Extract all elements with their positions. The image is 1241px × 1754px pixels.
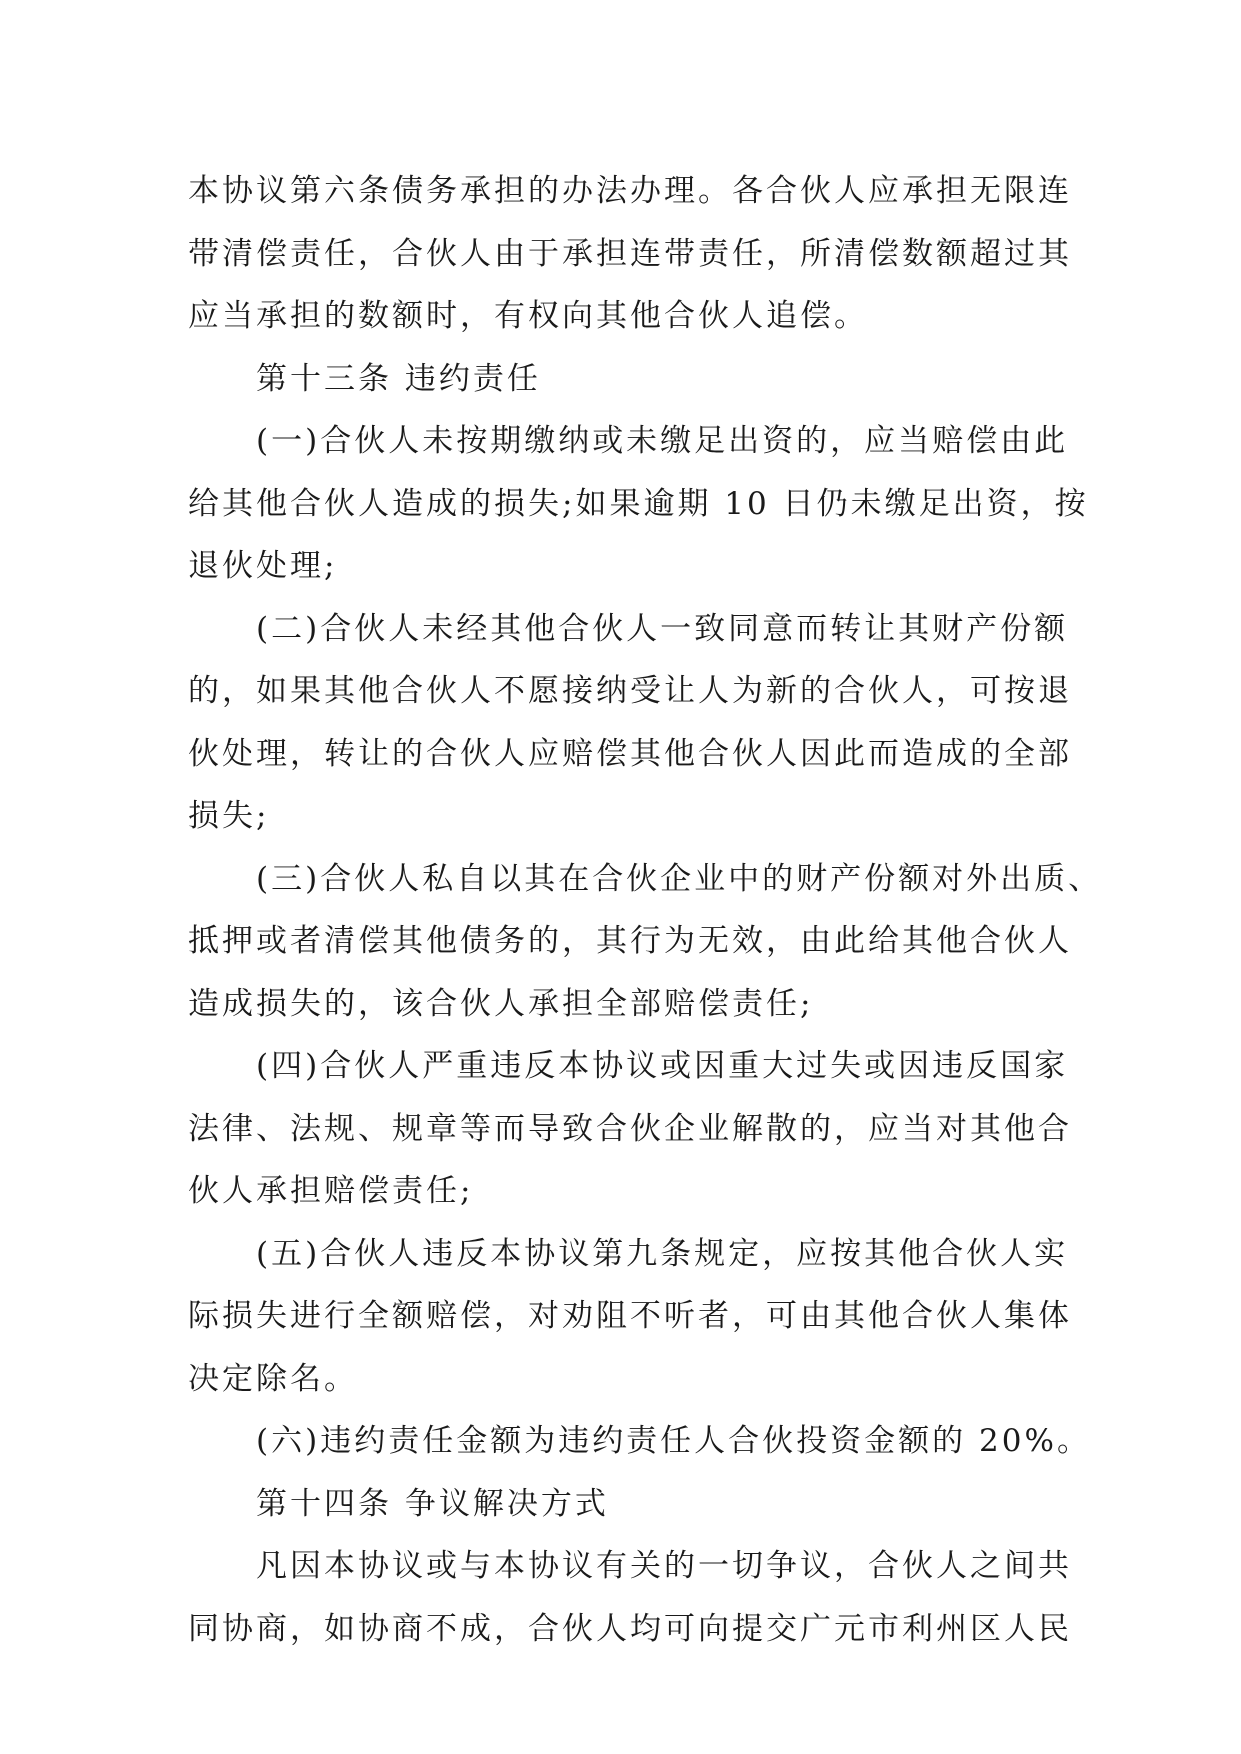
document-body bbox=[188, 160, 1103, 1660]
document-line: 第十四条 争议解决方式 bbox=[256, 1485, 609, 1522]
document-line: 带清偿责任，合伙人由于承担连带责任，所清偿数额超过其 bbox=[188, 235, 1072, 272]
document-line: 决定除名。 bbox=[188, 1360, 358, 1397]
document-line: (六)违约责任金额为违约责任人合伙投资金额的 20%。 bbox=[256, 1423, 1091, 1459]
document-line: 同协商，如协商不成，合伙人均可向提交广元市利州区人民 bbox=[188, 1610, 1072, 1647]
document-line: (一)合伙人未按期缴纳或未缴足出资的，应当赔偿由此 bbox=[256, 423, 1069, 459]
document-line: 损失; bbox=[188, 798, 270, 834]
document-line: (五)合伙人违反本协议第九条规定，应按其他合伙人实 bbox=[256, 1235, 1069, 1272]
document-line: (二)合伙人未经其他合伙人一致同意而转让其财产份额 bbox=[256, 610, 1069, 647]
document-line: 法律、法规、规章等而导致合伙企业解散的，应当对其他合 bbox=[188, 1110, 1072, 1147]
document-line: 造成损失的，该合伙人承担全部赔偿责任; bbox=[188, 985, 814, 1022]
document-line: 的，如果其他合伙人不愿接纳受让人为新的合伙人，可按退 bbox=[188, 673, 1072, 709]
document-line: (四)合伙人严重违反本协议或因重大过失或因违反国家 bbox=[256, 1048, 1069, 1084]
document-line: 本协议第六条债务承担的办法办理。各合伙人应承担无限连 bbox=[188, 173, 1072, 209]
document-line: 第十三条 违约责任 bbox=[256, 360, 541, 397]
document-line: 应当承担的数额时，有权向其他合伙人追偿。 bbox=[188, 298, 868, 334]
document-line: 给其他合伙人造成的损失;如果逾期 10 日仍未缴足出资，按 bbox=[188, 485, 1089, 522]
document-line: 退伙处理; bbox=[188, 548, 338, 584]
document-line: 际损失进行全额赔偿，对劝阻不听者，可由其他合伙人集体 bbox=[188, 1298, 1072, 1334]
document-line: (三)合伙人私自以其在合伙企业中的财产份额对外出质、 bbox=[256, 860, 1103, 897]
document-line: 伙处理，转让的合伙人应赔偿其他合伙人因此而造成的全部 bbox=[188, 735, 1072, 772]
document-line: 凡因本协议或与本协议有关的一切争议，合伙人之间共 bbox=[256, 1548, 1072, 1584]
document-line: 伙人承担赔偿责任; bbox=[188, 1173, 474, 1209]
document-line: 抵押或者清偿其他债务的，其行为无效，由此给其他合伙人 bbox=[188, 923, 1072, 959]
